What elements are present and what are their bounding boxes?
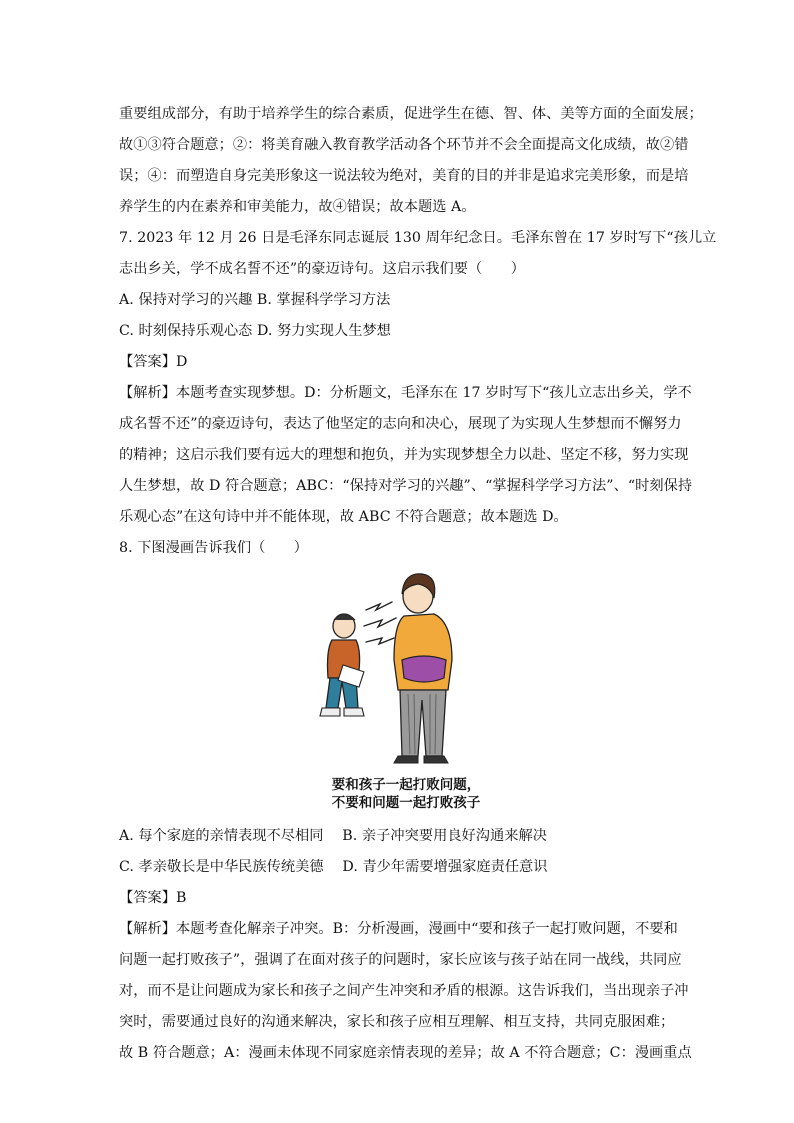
q8-analysis: 【解析】本题考查化解亲子冲突。B：分析漫画，漫画中“要和孩子一起打败问题，不要和	[119, 921, 678, 937]
text-line: 故①③符合题意；②：将美育融入教育教学活动各个环节并不会全面提高文化成绩，故②错	[119, 137, 689, 153]
q8-analysis: 突时，需要通过良好的沟通来解决，家长和孩子应相互理解、相互支持，共同克服困难；	[119, 1014, 675, 1030]
q8-options: A. 每个家庭的亲情表现不尽相同 B. 亲子冲突要用良好沟通来解决	[119, 828, 547, 844]
child-figure	[320, 614, 364, 716]
q7-stem: 志出乡关，学不成名誓不还”的豪迈诗句。这启示我们要（ ）	[119, 261, 525, 277]
cartoon-illustration	[306, 560, 490, 770]
text-line: 养学生的内在素养和审美能力，故④错误；故本题选 A。	[119, 199, 476, 215]
q8-analysis: 故 B 符合题意；A：漫画未体现不同家庭亲情表现的差异；故 A 不符合题意；C：漫画重点	[119, 1045, 692, 1061]
cartoon-caption: 不要和问题一起打败孩子	[331, 795, 481, 811]
q7-analysis: 乐观心态”在这句诗中并不能体现，故 ABC 不符合题意；故本题选 D。	[119, 509, 568, 525]
q7-analysis: 的精神；这启示我们要有远大的理想和抱负，并为实现梦想全力以赴、坚定不移，努力实现	[119, 447, 689, 463]
q8-options: C. 孝亲敬长是中华民族传统美德 D. 青少年需要增强家庭责任意识	[119, 859, 548, 875]
q7-analysis: 成名誓不还”的豪迈诗句，表达了他坚定的志向和决心，展现了为实现人生梦想而不懈努力	[119, 416, 682, 432]
text-line: 误；④：而塑造自身完美形象这一说法较为绝对，美育的目的并非是追求完美形象，而是培	[119, 168, 689, 184]
text-line: 重要组成部分，有助于培养学生的综合素质，促进学生在德、智、体、美等方面的全面发展；	[119, 106, 703, 122]
mother-figure	[394, 574, 452, 763]
q7-answer: 【答案】D	[119, 354, 188, 370]
q7-stem: 7. 2023 年 12 月 26 日是毛泽东同志诞辰 130 周年纪念日。毛泽东曾在 17 岁时写下“孩儿立	[119, 230, 717, 246]
q7-analysis: 人生梦想，故 D 符合题意；ABC：“保持对学习的兴趣”、“掌握科学学习方法”、“时刻保持	[119, 478, 693, 494]
q8-answer: 【答案】B	[119, 890, 187, 906]
q7-analysis: 【解析】本题考查实现梦想。D：分析题文，毛泽东在 17 岁时写下“孩儿立志出乡关，学不	[119, 385, 692, 401]
q7-options: A. 保持对学习的兴趣 B. 掌握科学学习方法	[119, 292, 391, 308]
cartoon-caption: 要和孩子一起打败问题，	[331, 777, 481, 793]
q8-analysis: 问题一起打败孩子”，强调了在面对孩子的问题时，家长应该与孩子站在同一战线，共同应	[119, 952, 682, 968]
q8-analysis: 对，而不是让问题成为家长和孩子之间产生冲突和矛盾的根源。这告诉我们，当出现亲子冲	[119, 983, 689, 999]
q7-options: C. 时刻保持乐观心态 D. 努力实现人生梦想	[119, 323, 391, 339]
shout-lines-icon	[364, 602, 396, 644]
q8-stem: 8. 下图漫画告诉我们（ ）	[119, 540, 309, 556]
